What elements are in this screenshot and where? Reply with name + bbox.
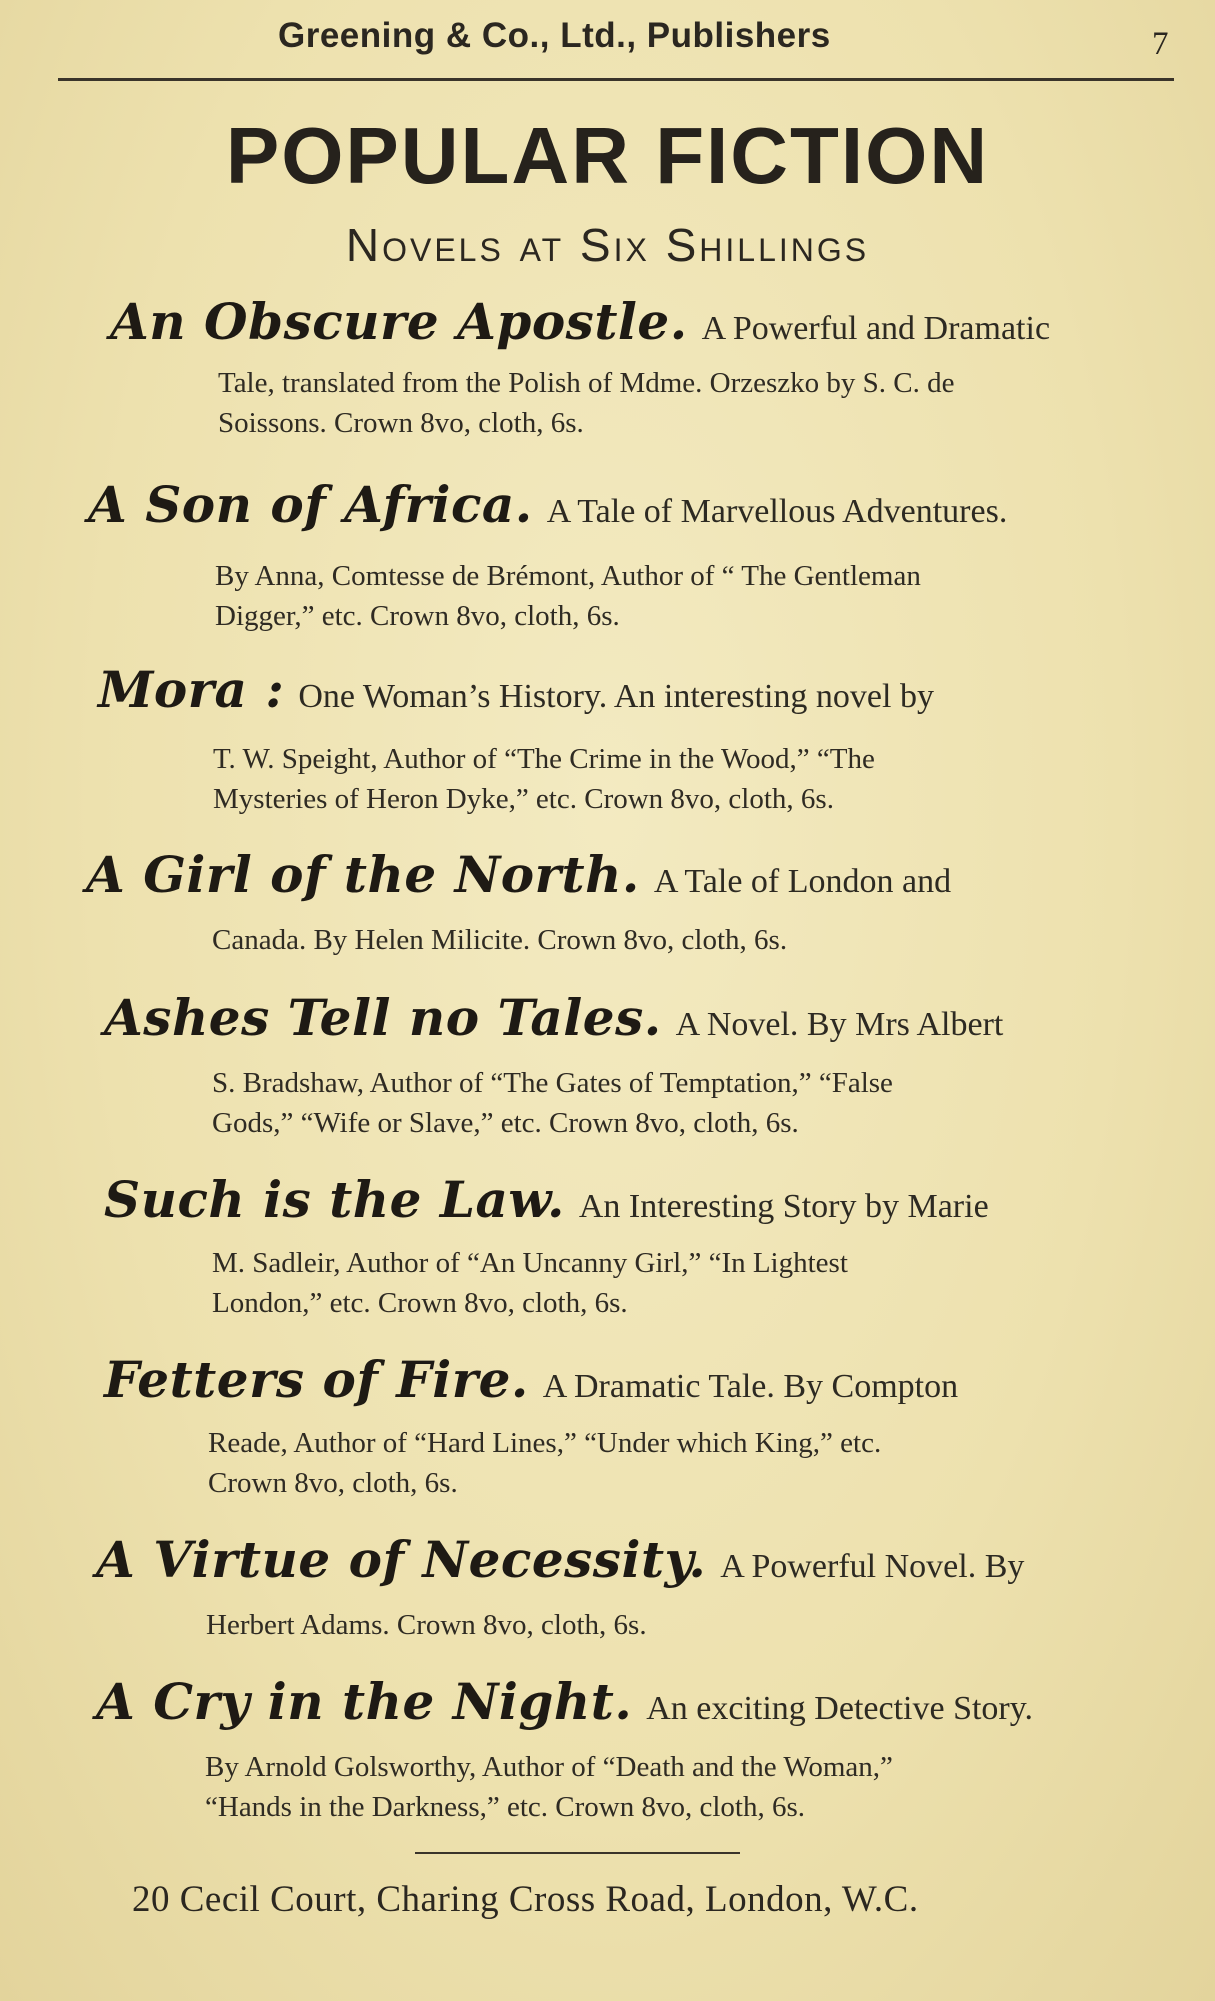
entry-detail-line: Mysteries of Heron Dyke,” etc. Crown 8vo, cloth, 6s.: [213, 783, 834, 815]
book-description: A Tale of Marvellous Adventures.: [546, 493, 1008, 530]
running-head: [0, 12, 1215, 62]
book-description: One Woman’s History. An interesting novel by: [298, 678, 934, 715]
publisher-heading: Greening & Co., Ltd., Publishers: [278, 16, 831, 55]
book-title: Such is the Law.: [104, 1170, 565, 1229]
entry-first-line: [88, 475, 1007, 534]
book-description: A Dramatic Tale. By Compton: [542, 1368, 959, 1405]
book-title: A Cry in the Night.: [96, 1672, 633, 1731]
entry-detail-line: Canada. By Helen Milicite. Crown 8vo, cloth, 6s.: [212, 924, 788, 956]
page-number: 7: [1152, 26, 1169, 62]
book-description: A Novel. By Mrs Albert: [675, 1006, 1004, 1043]
entry-detail-line: By Arnold Golsworthy, Author of “Death and the Woman,”: [205, 1751, 893, 1783]
page-title: POPULAR FICTION: [225, 111, 990, 200]
header-rule: [58, 78, 1174, 81]
book-title: Fetters of Fire.: [104, 1350, 529, 1409]
entry-detail-line: Soissons. Crown 8vo, cloth, 6s.: [218, 407, 584, 439]
entry-first-line: [96, 1672, 1033, 1731]
entry-detail-line: Reade, Author of “Hard Lines,” “Under which King,” etc.: [208, 1427, 882, 1459]
entry-detail-line: Herbert Adams. Crown 8vo, cloth, 6s.: [206, 1609, 647, 1641]
footer-rule: [415, 1852, 740, 1854]
entry-first-line: [104, 1350, 958, 1409]
entry-detail-line: “Hands in the Darkness,” etc. Crown 8vo, cloth, 6s.: [205, 1791, 806, 1823]
page-subtitle: Novels at Six Shillings: [345, 219, 870, 271]
book-description: An exciting Detective Story.: [646, 1690, 1034, 1727]
entry-first-line: [86, 845, 951, 904]
book-title: A Girl of the North.: [86, 845, 640, 904]
entry-detail-line: London,” etc. Crown 8vo, cloth, 6s.: [212, 1287, 628, 1319]
book-description: A Powerful Novel. By: [720, 1548, 1025, 1585]
entry-detail-line: Tale, translated from the Polish of Mdme. Orzeszko by S. C. de: [218, 367, 955, 399]
entry-first-line: [104, 1170, 989, 1229]
entry-detail-line: By Anna, Comtesse de Brémont, Author of “ The Gentleman: [215, 560, 921, 592]
book-description: An Interesting Story by Marie: [578, 1188, 989, 1225]
entry-detail-line: M. Sadleir, Author of “An Uncanny Girl,” “In Lightest: [212, 1247, 848, 1279]
publisher-address: 20 Cecil Court, Charing Cross Road, London, W.C.: [132, 1879, 919, 1920]
book-title: A Virtue of Necessity.: [96, 1530, 707, 1589]
entry-first-line: [110, 292, 1050, 351]
entry-detail-line: Digger,” etc. Crown 8vo, cloth, 6s.: [215, 600, 620, 632]
entry-first-line: [104, 988, 1003, 1047]
entry-detail-line: S. Bradshaw, Author of “The Gates of Temptation,” “False: [212, 1067, 893, 1099]
entry-detail-line: Gods,” “Wife or Slave,” etc. Crown 8vo, cloth, 6s.: [212, 1107, 799, 1139]
book-description: A Powerful and Dramatic: [701, 310, 1051, 347]
entry-first-line: [96, 1530, 1024, 1589]
book-description: A Tale of London and: [653, 863, 952, 900]
book-title: A Son of Africa.: [88, 475, 533, 534]
book-title: Ashes Tell no Tales.: [104, 988, 662, 1047]
book-title: An Obscure Apostle.: [110, 292, 688, 351]
entry-detail-line: T. W. Speight, Author of “The Crime in the Wood,” “The: [213, 743, 875, 775]
entry-first-line: [98, 660, 934, 719]
entry-detail-line: Crown 8vo, cloth, 6s.: [208, 1467, 458, 1499]
book-title: Mora :: [98, 660, 285, 719]
